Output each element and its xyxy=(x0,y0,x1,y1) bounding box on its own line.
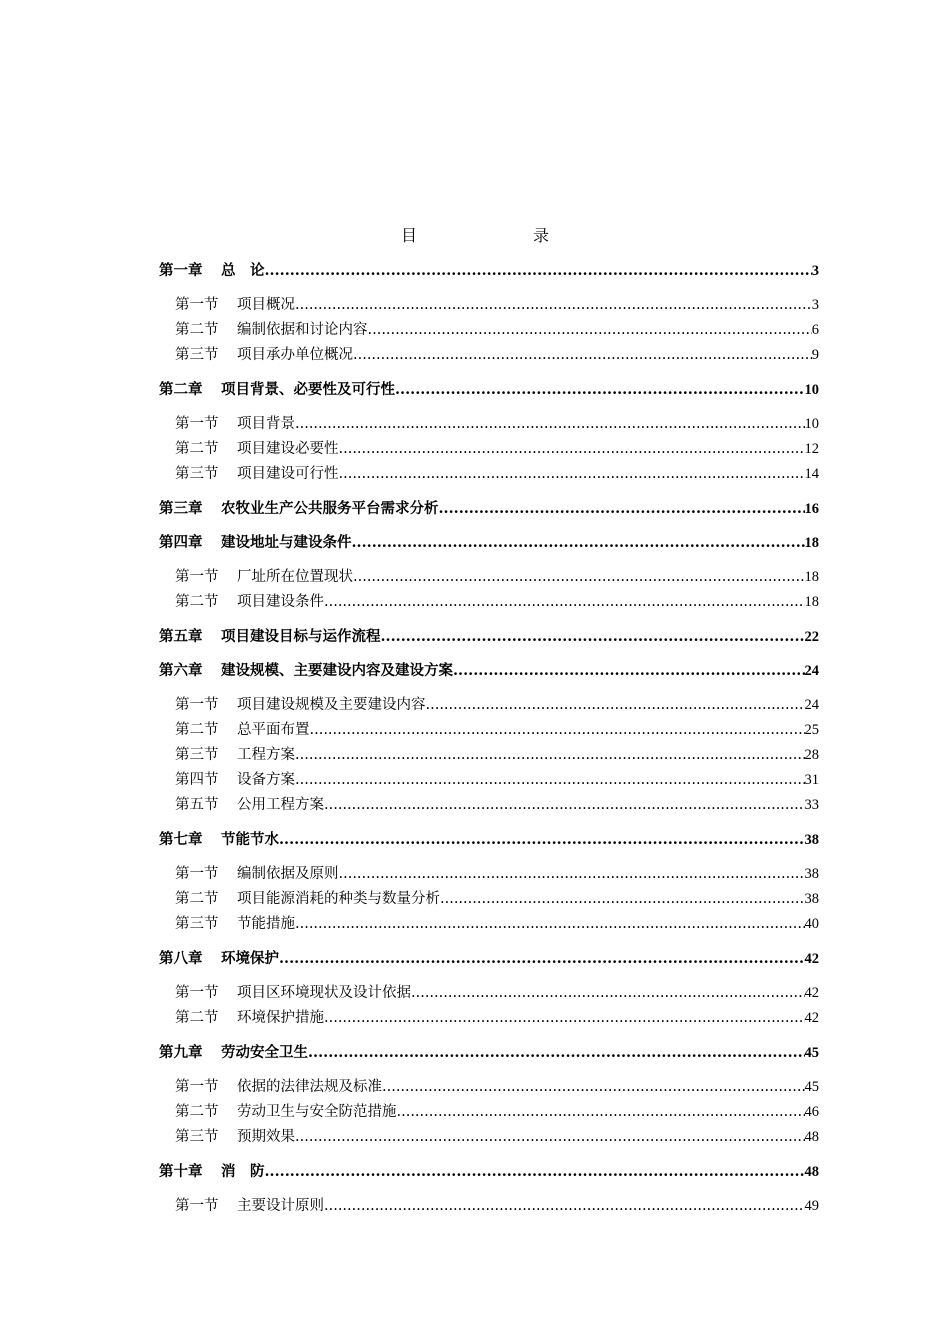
toc-chapter-entry[interactable] xyxy=(159,496,819,521)
section-number: 第一节 xyxy=(175,569,219,585)
chapter-title: 消 防 xyxy=(221,1163,265,1180)
dot-leader xyxy=(339,437,805,462)
section-number: 第一节 xyxy=(175,416,219,432)
page-title: 目 录 xyxy=(400,226,577,245)
dot-leader xyxy=(324,1006,805,1031)
page-number: 38 xyxy=(804,866,819,882)
section-number: 第一节 xyxy=(175,697,219,713)
table-of-contents xyxy=(159,258,819,1219)
chapter-title: 建设规模、主要建设内容及建设方案 xyxy=(221,662,453,679)
page-number: 22 xyxy=(804,629,819,645)
dot-leader xyxy=(265,258,812,283)
section-number: 第一节 xyxy=(175,1079,219,1095)
dot-leader xyxy=(440,887,805,912)
section-title: 编制依据和讨论内容 xyxy=(237,322,368,338)
page-number: 42 xyxy=(804,951,819,967)
toc-section-entry[interactable] xyxy=(159,768,819,793)
section-number: 第一节 xyxy=(175,866,219,882)
toc-chapter-entry[interactable] xyxy=(159,827,819,852)
chapter-title: 总 论 xyxy=(221,262,265,279)
dot-leader xyxy=(339,462,805,487)
chapter-title: 环境保护 xyxy=(221,950,279,967)
page-number: 38 xyxy=(804,832,819,848)
section-title: 项目概况 xyxy=(237,297,295,313)
toc-section-entry[interactable] xyxy=(159,793,819,818)
section-number: 第三节 xyxy=(175,1129,219,1145)
page-number: 48 xyxy=(804,1129,819,1145)
dot-leader xyxy=(279,946,805,971)
chapter-number: 第六章 xyxy=(159,662,203,679)
page-number: 46 xyxy=(804,1104,819,1120)
dot-leader xyxy=(324,1194,805,1219)
section-title: 项目承办单位概况 xyxy=(237,347,353,363)
page-number: 12 xyxy=(804,441,819,457)
dot-leader xyxy=(426,693,805,718)
dot-leader xyxy=(339,862,805,887)
section-title: 节能措施 xyxy=(237,916,295,932)
chapter-title: 项目建设目标与运作流程 xyxy=(221,628,381,645)
toc-section-entry[interactable] xyxy=(159,437,819,462)
section-title: 主要设计原则 xyxy=(237,1198,324,1214)
dot-leader xyxy=(310,718,805,743)
toc-section-entry[interactable] xyxy=(159,318,819,343)
page-number: 10 xyxy=(804,416,819,432)
page-number: 45 xyxy=(804,1079,819,1095)
section-title: 依据的法律法规及标准 xyxy=(237,1079,382,1095)
page-number: 42 xyxy=(804,1010,819,1026)
chapter-title: 节能节水 xyxy=(221,831,279,848)
toc-chapter-entry[interactable] xyxy=(159,258,819,283)
chapter-number: 第九章 xyxy=(159,1044,203,1061)
toc-section-entry[interactable] xyxy=(159,1194,819,1219)
toc-chapter-entry[interactable] xyxy=(159,530,819,555)
toc-section-entry[interactable] xyxy=(159,565,819,590)
dot-leader xyxy=(295,768,805,793)
page-number: 16 xyxy=(804,501,819,517)
page-number: 24 xyxy=(804,663,819,679)
section-number: 第一节 xyxy=(175,985,219,1001)
section-title: 编制依据及原则 xyxy=(237,866,339,882)
section-title: 项目能源消耗的种类与数量分析 xyxy=(237,891,440,907)
page-number: 3 xyxy=(811,263,819,279)
section-title: 厂址所在位置现状 xyxy=(237,569,353,585)
toc-chapter-entry[interactable] xyxy=(159,624,819,649)
section-number: 第二节 xyxy=(175,322,219,338)
dot-leader xyxy=(295,743,805,768)
toc-chapter-entry[interactable] xyxy=(159,658,819,683)
section-number: 第二节 xyxy=(175,1104,219,1120)
page-number: 40 xyxy=(804,916,819,932)
chapter-number: 第四章 xyxy=(159,534,203,551)
section-title: 预期效果 xyxy=(237,1129,295,1145)
toc-section-entry[interactable] xyxy=(159,1125,819,1150)
section-title: 公用工程方案 xyxy=(237,797,324,813)
page-number: 18 xyxy=(804,569,819,585)
page-number: 25 xyxy=(804,722,819,738)
section-title: 项目建设必要性 xyxy=(237,441,339,457)
toc-section-entry[interactable] xyxy=(159,718,819,743)
section-title: 项目建设条件 xyxy=(237,594,324,610)
toc-section-entry[interactable] xyxy=(159,293,819,318)
dot-leader xyxy=(382,1075,805,1100)
page-number: 9 xyxy=(811,347,819,363)
chapter-number: 第七章 xyxy=(159,831,203,848)
dot-leader xyxy=(381,624,805,649)
section-title: 工程方案 xyxy=(237,747,295,763)
dot-leader xyxy=(368,318,812,343)
toc-chapter-entry[interactable] xyxy=(159,946,819,971)
section-number: 第四节 xyxy=(175,772,219,788)
chapter-number: 第二章 xyxy=(159,381,203,398)
section-number: 第五节 xyxy=(175,797,219,813)
section-number: 第二节 xyxy=(175,441,219,457)
toc-section-entry[interactable] xyxy=(159,412,819,437)
dot-leader xyxy=(265,1159,805,1184)
toc-chapter-entry[interactable] xyxy=(159,1040,819,1065)
toc-section-entry[interactable] xyxy=(159,462,819,487)
dot-leader xyxy=(353,343,812,368)
page-number: 24 xyxy=(804,697,819,713)
section-number: 第三节 xyxy=(175,347,219,363)
dot-leader xyxy=(295,1125,805,1150)
dot-leader xyxy=(324,590,805,615)
chapter-number: 第三章 xyxy=(159,500,203,517)
page-number: 38 xyxy=(804,891,819,907)
dot-leader xyxy=(295,293,812,318)
page-number: 33 xyxy=(804,797,819,813)
chapter-number: 第十章 xyxy=(159,1163,203,1180)
section-number: 第三节 xyxy=(175,747,219,763)
section-title: 设备方案 xyxy=(237,772,295,788)
section-title: 项目建设可行性 xyxy=(237,466,339,482)
section-title: 项目建设规模及主要建设内容 xyxy=(237,697,426,713)
section-number: 第三节 xyxy=(175,466,219,482)
dot-leader xyxy=(439,496,805,521)
page-number: 42 xyxy=(804,985,819,1001)
toc-section-entry[interactable] xyxy=(159,981,819,1006)
chapter-title: 建设地址与建设条件 xyxy=(221,534,352,551)
toc-section-entry[interactable] xyxy=(159,1100,819,1125)
section-number: 第三节 xyxy=(175,916,219,932)
page-number: 18 xyxy=(804,594,819,610)
dot-leader xyxy=(395,377,805,402)
section-title: 项目背景 xyxy=(237,416,295,432)
toc-section-entry[interactable] xyxy=(159,1006,819,1031)
dot-leader xyxy=(295,412,805,437)
dot-leader xyxy=(397,1100,805,1125)
dot-leader xyxy=(324,793,805,818)
section-title: 劳动卫生与安全防范措施 xyxy=(237,1104,397,1120)
toc-section-entry[interactable] xyxy=(159,912,819,937)
page-number: 14 xyxy=(804,466,819,482)
page-number: 45 xyxy=(804,1045,819,1061)
chapter-number: 第八章 xyxy=(159,950,203,967)
dot-leader xyxy=(353,565,805,590)
section-number: 第二节 xyxy=(175,722,219,738)
page-number: 18 xyxy=(804,535,819,551)
page-number: 10 xyxy=(804,382,819,398)
toc-section-entry[interactable] xyxy=(159,590,819,615)
section-number: 第二节 xyxy=(175,594,219,610)
section-title: 总平面布置 xyxy=(237,722,310,738)
toc-section-entry[interactable] xyxy=(159,743,819,768)
toc-chapter-entry[interactable] xyxy=(159,377,819,402)
toc-section-entry[interactable] xyxy=(159,887,819,912)
dot-leader xyxy=(352,530,805,555)
page-number: 6 xyxy=(811,322,819,338)
toc-section-entry[interactable] xyxy=(159,1075,819,1100)
dot-leader xyxy=(295,912,805,937)
page-number: 48 xyxy=(804,1164,819,1180)
page-number: 28 xyxy=(804,747,819,763)
section-number: 第一节 xyxy=(175,297,219,313)
chapter-title: 农牧业生产公共服务平台需求分析 xyxy=(221,500,439,517)
chapter-title: 劳动安全卫生 xyxy=(221,1044,308,1061)
page-number: 49 xyxy=(804,1198,819,1214)
dot-leader xyxy=(279,827,805,852)
toc-section-entry[interactable] xyxy=(159,862,819,887)
dot-leader xyxy=(308,1040,805,1065)
page-number: 31 xyxy=(804,772,819,788)
dot-leader xyxy=(411,981,805,1006)
section-number: 第一节 xyxy=(175,1198,219,1214)
toc-chapter-entry[interactable] xyxy=(159,1159,819,1184)
toc-section-entry[interactable] xyxy=(159,693,819,718)
chapter-number: 第五章 xyxy=(159,628,203,645)
chapter-number: 第一章 xyxy=(159,262,203,279)
chapter-title: 项目背景、必要性及可行性 xyxy=(221,381,395,398)
toc-section-entry[interactable] xyxy=(159,343,819,368)
dot-leader xyxy=(453,658,805,683)
page-number: 3 xyxy=(811,297,819,313)
section-title: 环境保护措施 xyxy=(237,1010,324,1026)
section-title: 项目区环境现状及设计依据 xyxy=(237,985,411,1001)
section-number: 第二节 xyxy=(175,1010,219,1026)
section-number: 第二节 xyxy=(175,891,219,907)
